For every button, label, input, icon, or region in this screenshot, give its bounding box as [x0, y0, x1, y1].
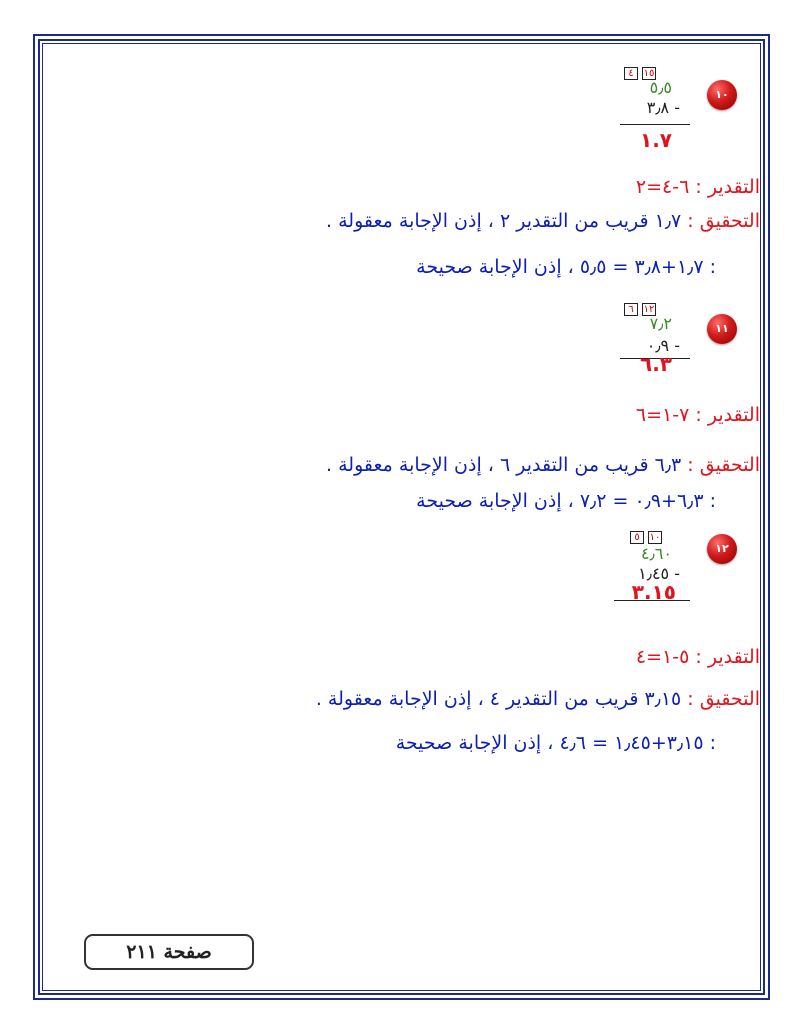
difference-result: ١.٧ [639, 128, 672, 152]
estimate-line: التقدير : ٧-١=٦ [635, 404, 760, 426]
check-line: التحقيق : ٣٫١٥ قريب من التقدير ٤ ، إذن الإجابة معقولة . [315, 688, 760, 710]
problem-number-badge: ١٢ [707, 534, 737, 564]
check-line: التحقيق : ١٫٧ قريب من التقدير ٢ ، إذن الإجابة معقولة . [326, 210, 760, 232]
borrow-marks: ٥ ١٠ [630, 530, 666, 544]
verify-line: : ٣٫١٥+١٫٤٥ = ٤٫٦ ، إذن الإجابة صحيحة [395, 732, 716, 754]
problem-12-work [590, 530, 730, 630]
estimate-line: التقدير : ٥-١=٤ [635, 646, 760, 668]
minuend: ٧٫٢ [649, 314, 672, 333]
problem-number-badge: ١٠ [707, 80, 737, 110]
problem-11-work [590, 300, 730, 400]
estimate-line: التقدير : ٦-٤=٢ [635, 176, 760, 198]
check-line: التحقيق : ٦٫٣ قريب من التقدير ٦ ، إذن الإجابة معقولة . [326, 454, 760, 476]
problem-number-badge: ١١ [707, 314, 737, 344]
difference-result: ٣.١٥ [631, 580, 676, 604]
problem-10-work [590, 62, 730, 162]
difference-result: ٦.٣ [639, 352, 672, 376]
subtrahend: ٣٫٨ - [646, 98, 680, 117]
subtrahend: ١٫٤٥ - [638, 564, 680, 583]
verify-line: : ٦٫٣+٠٫٩ = ٧٫٢ ، إذن الإجابة صحيحة [416, 490, 716, 512]
minuend: ٤٫٦٠ [641, 544, 672, 563]
borrow-marks: ٤ ١٥ [624, 66, 660, 80]
borrow-marks: ٦ ١٢ [624, 302, 660, 316]
sum-line [620, 124, 690, 125]
subtrahend: ٠٫٩ - [646, 336, 680, 355]
page-number-label: صفحة ٢١١ [84, 934, 254, 970]
minuend: ٥٫٥ [649, 78, 672, 97]
verify-line: : ١٫٧+٣٫٨ = ٥٫٥ ، إذن الإجابة صحيحة [416, 256, 716, 278]
